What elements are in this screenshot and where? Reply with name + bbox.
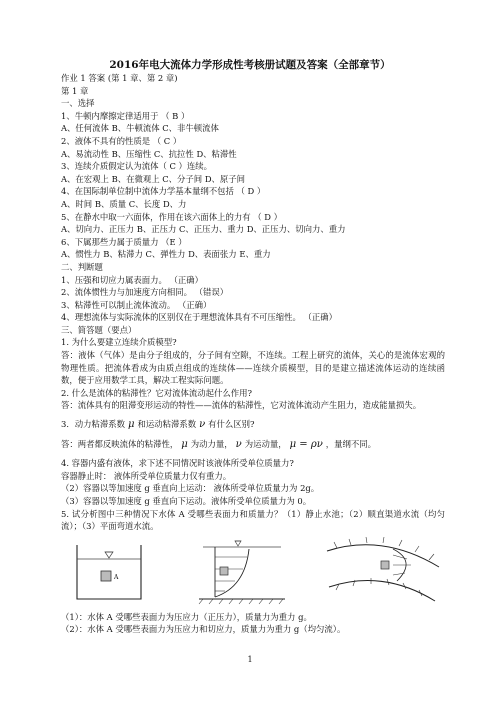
question-line	[61, 418, 445, 432]
figure-label: A	[114, 573, 119, 581]
answer-line: （1）：水体 A 受哪些表面力为压应力（正压力），质量力为重力 g。	[61, 611, 312, 622]
question-line: 1、牛顿内摩擦定律适用于 （ B ）	[61, 110, 190, 121]
section-heading: 一、选择	[61, 98, 95, 109]
formula: μ = ρν	[289, 438, 323, 450]
judge-line: 3、粘滞性可以制止流体流动。 （正确）	[61, 299, 212, 310]
figure-row	[61, 537, 445, 609]
channel-flow-figure	[193, 537, 293, 609]
question-line: 2、液体不具有的性质是 （ C ）	[61, 135, 182, 146]
section-heading: 二、判断题	[61, 261, 103, 272]
static-tank-figure	[69, 537, 149, 607]
text-line: 第 1 章	[61, 85, 89, 96]
answer-paragraph: 答：液体（气体）是由分子组成的，分子间有空隙，不连续。工程上研究的流体，关心的是流体宏观的物理性质。把流体看成为由质点组成的连续体——连续介质模型，目的是建立描述流体运动的连续函数，便于应用数学工具，解决工程实际问题。	[61, 350, 445, 386]
a3-text-a: 答：两者都反映流体的粘滞性，	[61, 438, 179, 449]
a3-text-c: 为运动量，	[244, 438, 287, 449]
question-line: 5、在静水中取一六面体，作用在该六面体上的力有 （ D ）	[61, 211, 283, 222]
judge-line: 1、压强和切应力属表面力。 （正确）	[61, 274, 203, 285]
section-heading: 三、简答题（要点）	[61, 324, 137, 335]
options-line: A、时间 B、质量 C、长度 D、力	[61, 198, 187, 209]
curved-channel-figure	[323, 537, 443, 609]
options-line: A、任何流体 B、牛顿流体 C、非牛顿流体	[61, 123, 219, 134]
mu-symbol: μ	[127, 419, 135, 431]
answer-line: 容器静止时： 液体所受单位质量力仅有重力。	[61, 470, 232, 481]
question-line: 4. 容器内盛有液体，求下述不同情况时该液体所受单位质量力?	[61, 458, 294, 469]
a3-text-b: 为动力量，	[190, 438, 233, 449]
a3-text-d: ，量纲不同。	[325, 438, 377, 449]
judge-line: 4、理想流体与实际流体的区别仅在于理想流体具有不可压缩性。 （正确）	[61, 312, 337, 323]
answer-paragraph: 答：流体具有的阻滞变形运动的特性——流体的粘滞性，它对流体流动产生阻力，造成能量损失。	[61, 400, 422, 411]
question-line: 2. 什么是流体的粘滞性？它对流体流动起什么作用?	[61, 387, 253, 398]
q3-text-c: 有什么区别?	[208, 419, 255, 430]
answer-line	[61, 438, 445, 452]
nu-symbol: ν	[235, 438, 242, 450]
question-line: 1. 为什么要建立连续介质模型?	[61, 337, 177, 348]
page-title: 2016年电大流体力学形成性考核册试题及答案（全部章节）	[109, 59, 391, 71]
answer-line: （3）容器以等加速度 g 垂直向下运动。液体所受单位质量力为 0。	[61, 496, 312, 506]
options-line: A、惯性力 B、粘滞力 C、弹性力 D、表面张力 E、重力	[61, 249, 271, 260]
options-line: A、易流动性 B、压缩性 C、抗拉性 D、粘滞性	[61, 148, 237, 159]
document-body	[61, 72, 445, 636]
options-line: A、切向力、正压力 B、正压力 C、正压力、重力 D、正压力、切向力、重力	[61, 224, 346, 235]
judge-line: 2、流体惯性力与加速度方向相同。 （错误）	[61, 287, 229, 298]
q3-text-a: 3．动力粘滞系数	[61, 419, 125, 430]
answer-line: （2）容器以等加速度 g 垂直向上运动： 液体所受单位质量力为 2g。	[61, 483, 320, 494]
question-line: 4、在国际制单位制中流体力学基本量纲不包括 （ D ）	[61, 186, 266, 197]
answer-line: （2）：水体 A 受哪些表面力为压应力和切应力，质量力为重力 g（均匀流）。	[61, 624, 346, 635]
question-line: 6、下属那些力属于质量力 （E ）	[61, 236, 187, 247]
text-line: 作业 1 答案 (第 1 章、第 2 章)	[61, 73, 178, 83]
nu-symbol: ν	[199, 419, 206, 431]
mu-symbol: μ	[181, 438, 188, 450]
options-line: A、在宏观上 B、在微观上 C、分子间 D、原子间	[61, 173, 246, 184]
question-paragraph: 5. 试分析图中三种情况下水体 A 受哪些表面力和质量力？（1）静止水池；（2）顺直渠道水流（均匀流）；（3）平面弯道水流。	[61, 508, 445, 532]
question-line: 3、连续介质假定认为流体（ C ）连续。	[61, 161, 213, 172]
page-number: 1	[247, 655, 253, 664]
q3-text-b: 和运动粘滞系数	[137, 419, 197, 430]
